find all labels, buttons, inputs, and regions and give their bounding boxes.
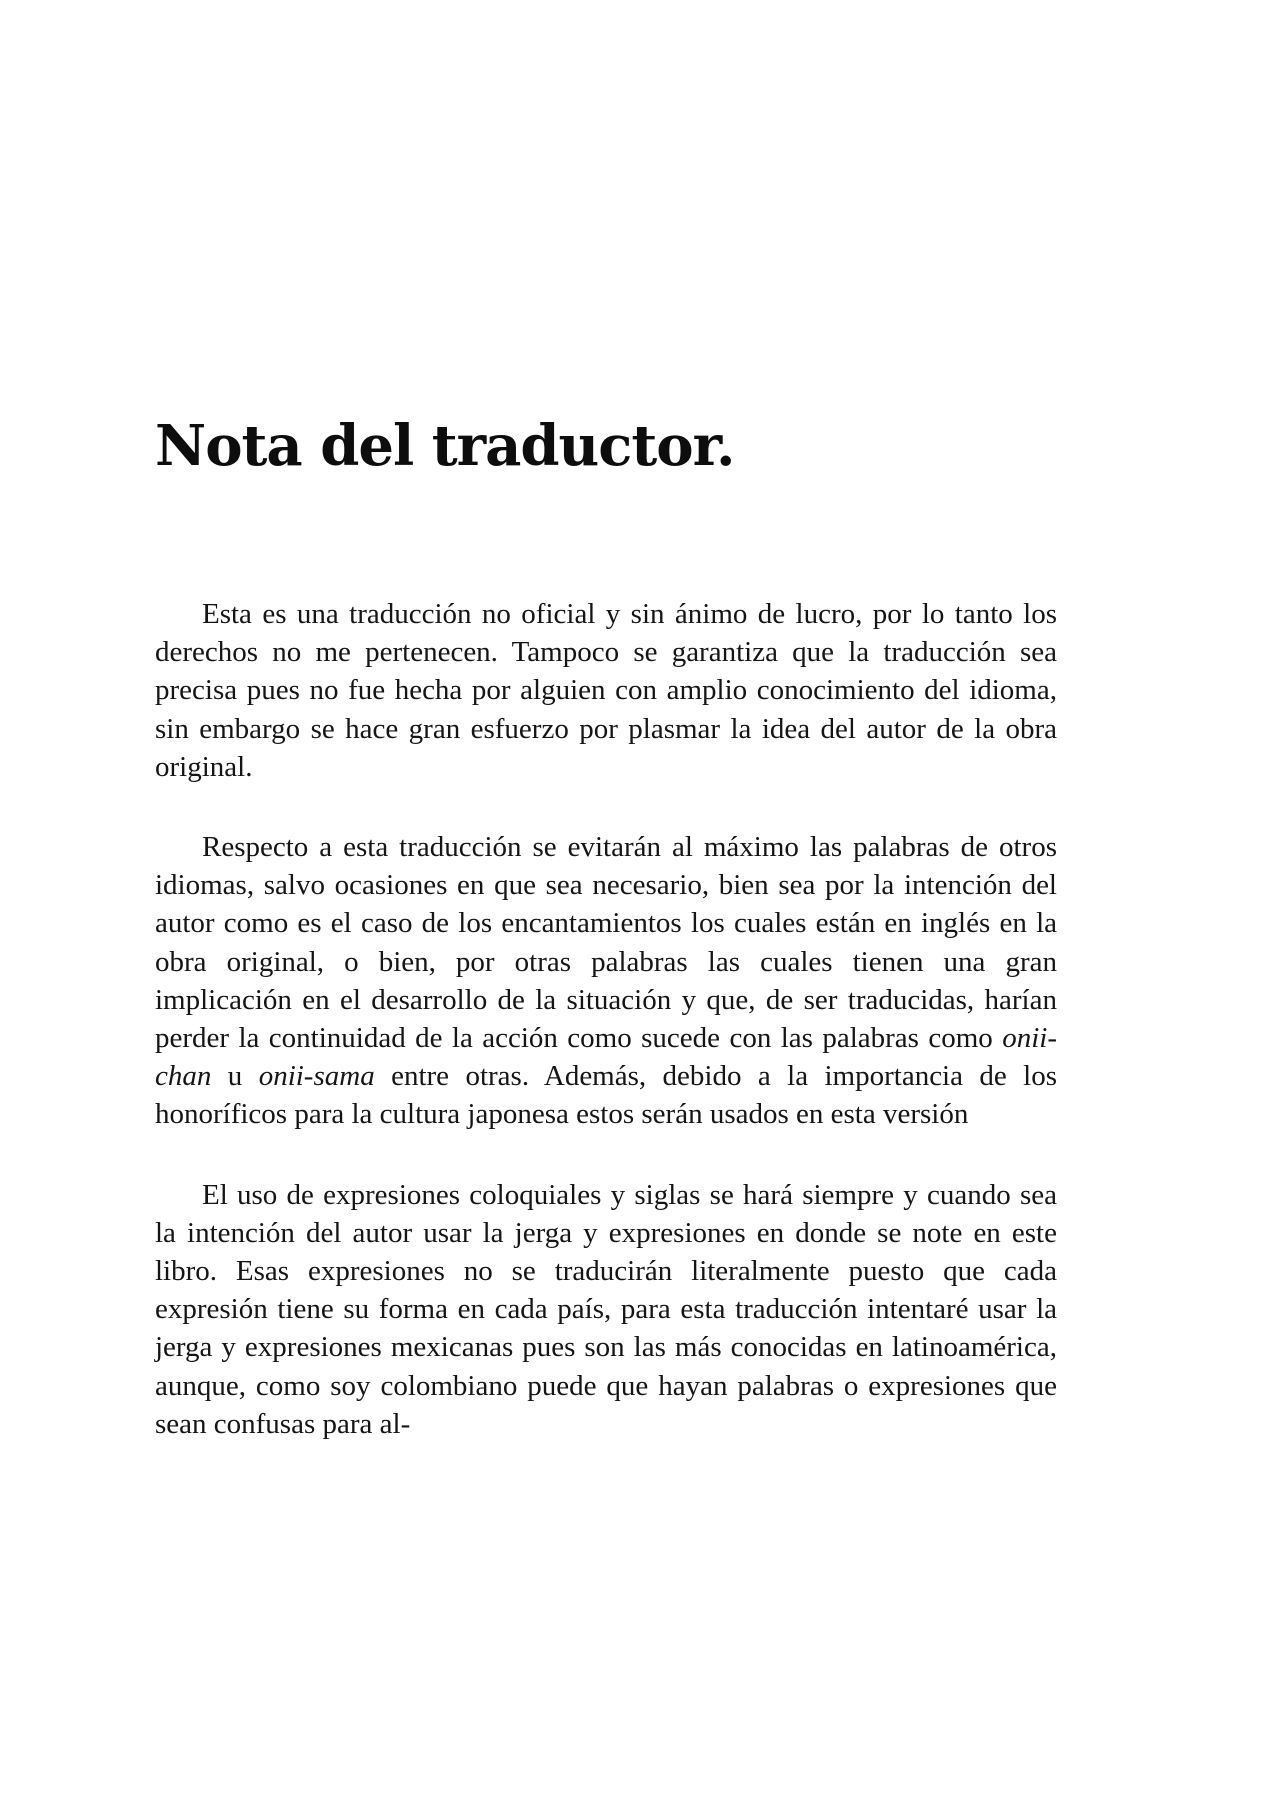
- italic-term: onii-chan: [155, 1022, 1057, 1093]
- italic-term: onii-sama: [258, 1060, 375, 1093]
- note-body: [155, 595, 1057, 1485]
- paragraph-text: Respecto a esta traducción se evitarán al máximo las palabras de otros idiomas, salvo ocasiones en que sea necesario, bien sea por la intención del autor como es el caso de los encantamientos los cuales están en inglés en la obra original, o bien, por otras palabras las cuales tienen una gran implicación en el desarrollo de la situación y que, de ser traducidas, harían perder la continuidad de la acción como sucede con las palabras como: [155, 831, 1057, 1055]
- paragraph-foreign-words: [155, 828, 1057, 1134]
- paragraph-text: u: [211, 1060, 259, 1093]
- page-title: Nota del traductor.: [155, 413, 735, 479]
- paragraph-disclaimer: Esta es una traducción no oficial y sin ánimo de lucro, por lo tanto los derechos no me pertenecen. Tampoco se garantiza que la traducción sea precisa pues no fue hecha por alguien con amplio conocimiento del idioma, sin embargo se hace gran esfuerzo por plasmar la idea del autor de la obra original.: [155, 598, 1057, 783]
- paragraph-text: entre otras. Además, debido a la importancia de los honoríficos para la cultura japonesa estos serán usados en esta versión: [155, 1060, 1058, 1131]
- paragraph-colloquial: El uso de expresiones coloquiales y siglas se hará siempre y cuando sea la intención del autor usar la jerga y expresiones en donde se note en este libro. Esas expresiones no se traducirán literalmente puesto que cada expresión tiene su forma en cada país, para esta traducción intentaré usar la jerga y expresiones mexicanas pues son las más conocidas en latinoamérica, aunque, como soy colombiano puede que hayan palabras o expresiones que sean confusas para al-: [155, 1178, 1057, 1440]
- document-page: [155, 0, 1057, 1807]
